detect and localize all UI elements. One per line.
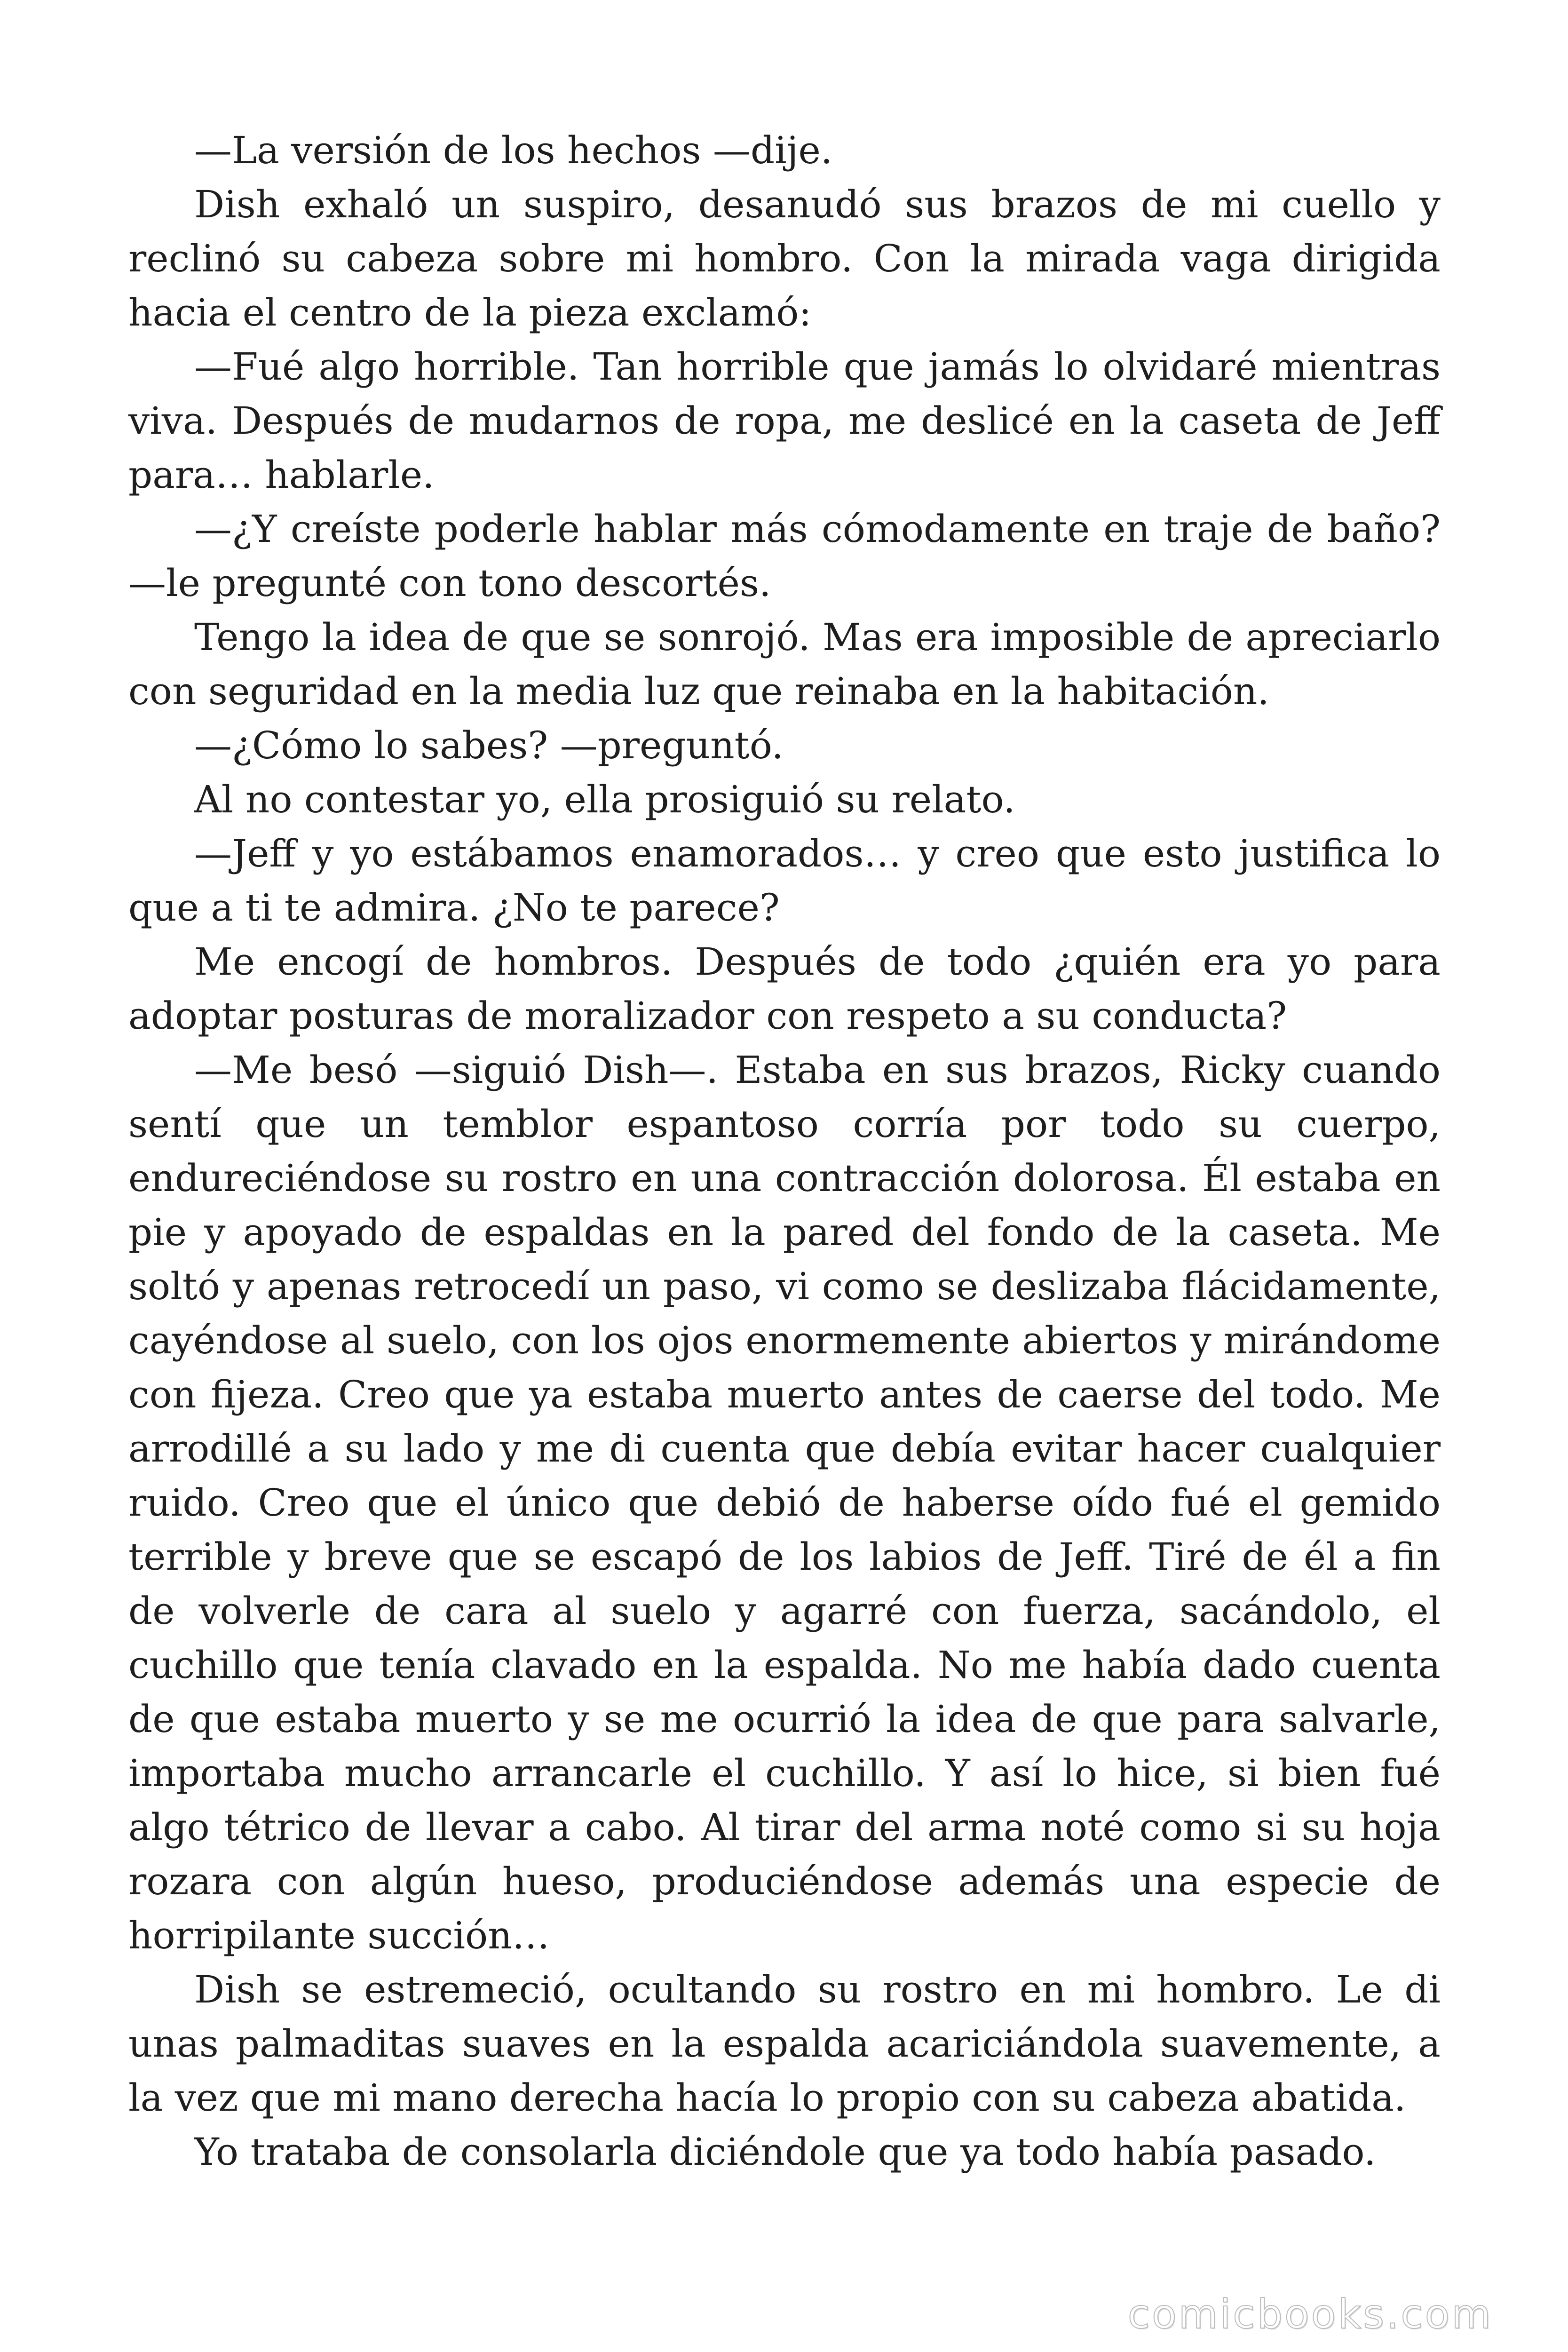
paragraph: Tengo la idea de que se sonrojó. Mas era imposible de apreciarlo con seguridad en la media luz que reinaba en la habitación. xyxy=(128,615,1441,713)
paragraph: Me encogí de hombros. Después de todo ¿quién era yo para adoptar posturas de moralizador con respeto a su conducta? xyxy=(128,940,1441,1038)
paragraph: —¿Y creíste poderle hablar más cómodamente en traje de baño? —le pregunté con tono descortés. xyxy=(128,507,1441,605)
paragraph: —Jeff y yo estábamos enamorados… y creo que esto justifica lo que a ti te admira. ¿No te parece? xyxy=(128,832,1441,930)
paragraph: —La versión de los hechos —dije. xyxy=(194,128,833,172)
paragraph: Dish se estremeció, ocultando su rostro en mi hombro. Le di unas palmaditas suaves en la espalda acariciándola suavemente, a la vez que mi mano derecha hacía lo propio con su cabeza abatida. xyxy=(128,1968,1441,2120)
site-watermark: comicbooks.com xyxy=(1127,2291,1493,2338)
paragraph: —Fué algo horrible. Tan horrible que jamás lo olvidaré mientras viva. Después de mudarnos de ropa, me deslicé en la caseta de Jeff para… hablarle. xyxy=(128,345,1441,497)
paragraph: —Me besó —siguió Dish—. Estaba en sus brazos, Ricky cuando sentí que un temblor espantoso corría por todo su cuerpo, endureciéndose su rostro en una contracción dolorosa. Él estaba en pie y apoyado de espaldas en la pared del fondo de la caseta. Me soltó y apenas retrocedí un paso, vi como se deslizaba flácidamente, cayéndose al suelo, con los ojos enormemente abiertos y mirándome con fijeza. Creo que ya estaba muerto antes de caerse del todo. Me arrodillé a su lado y me di cuenta que debía evitar hacer cualquier ruido. Creo que el único que debió de haberse oído fué el gemido terrible y breve que se escapó de los labios de Jeff. Tiré de él a fin de volverle de cara al suelo y agarré con fuerza, sacándolo, el cuchillo que tenía clavado en la espalda. No me había dado cuenta de que estaba muerto y se me ocurrió la idea de que para salvarle, importaba mucho arrancarle el cuchillo. Y así lo hice, si bien fué algo tétrico de llevar a cabo. Al tirar del arma noté como si su hoja rozara con algún hueso, produciéndose además una especie de horripilante succión… xyxy=(128,1048,1441,1957)
book-page-text xyxy=(128,123,1441,2179)
paragraph: Yo trataba de consolarla diciéndole que ya todo había pasado. xyxy=(194,2130,1376,2174)
paragraph: —¿Cómo lo sabes? —preguntó. xyxy=(194,723,784,767)
paragraph: Dish exhaló un suspiro, desanudó sus brazos de mi cuello y reclinó su cabeza sobre mi hombro. Con la mirada vaga dirigida hacia el centro de la pieza exclamó: xyxy=(128,183,1441,334)
paragraph: Al no contestar yo, ella prosiguió su relato. xyxy=(194,778,1015,821)
